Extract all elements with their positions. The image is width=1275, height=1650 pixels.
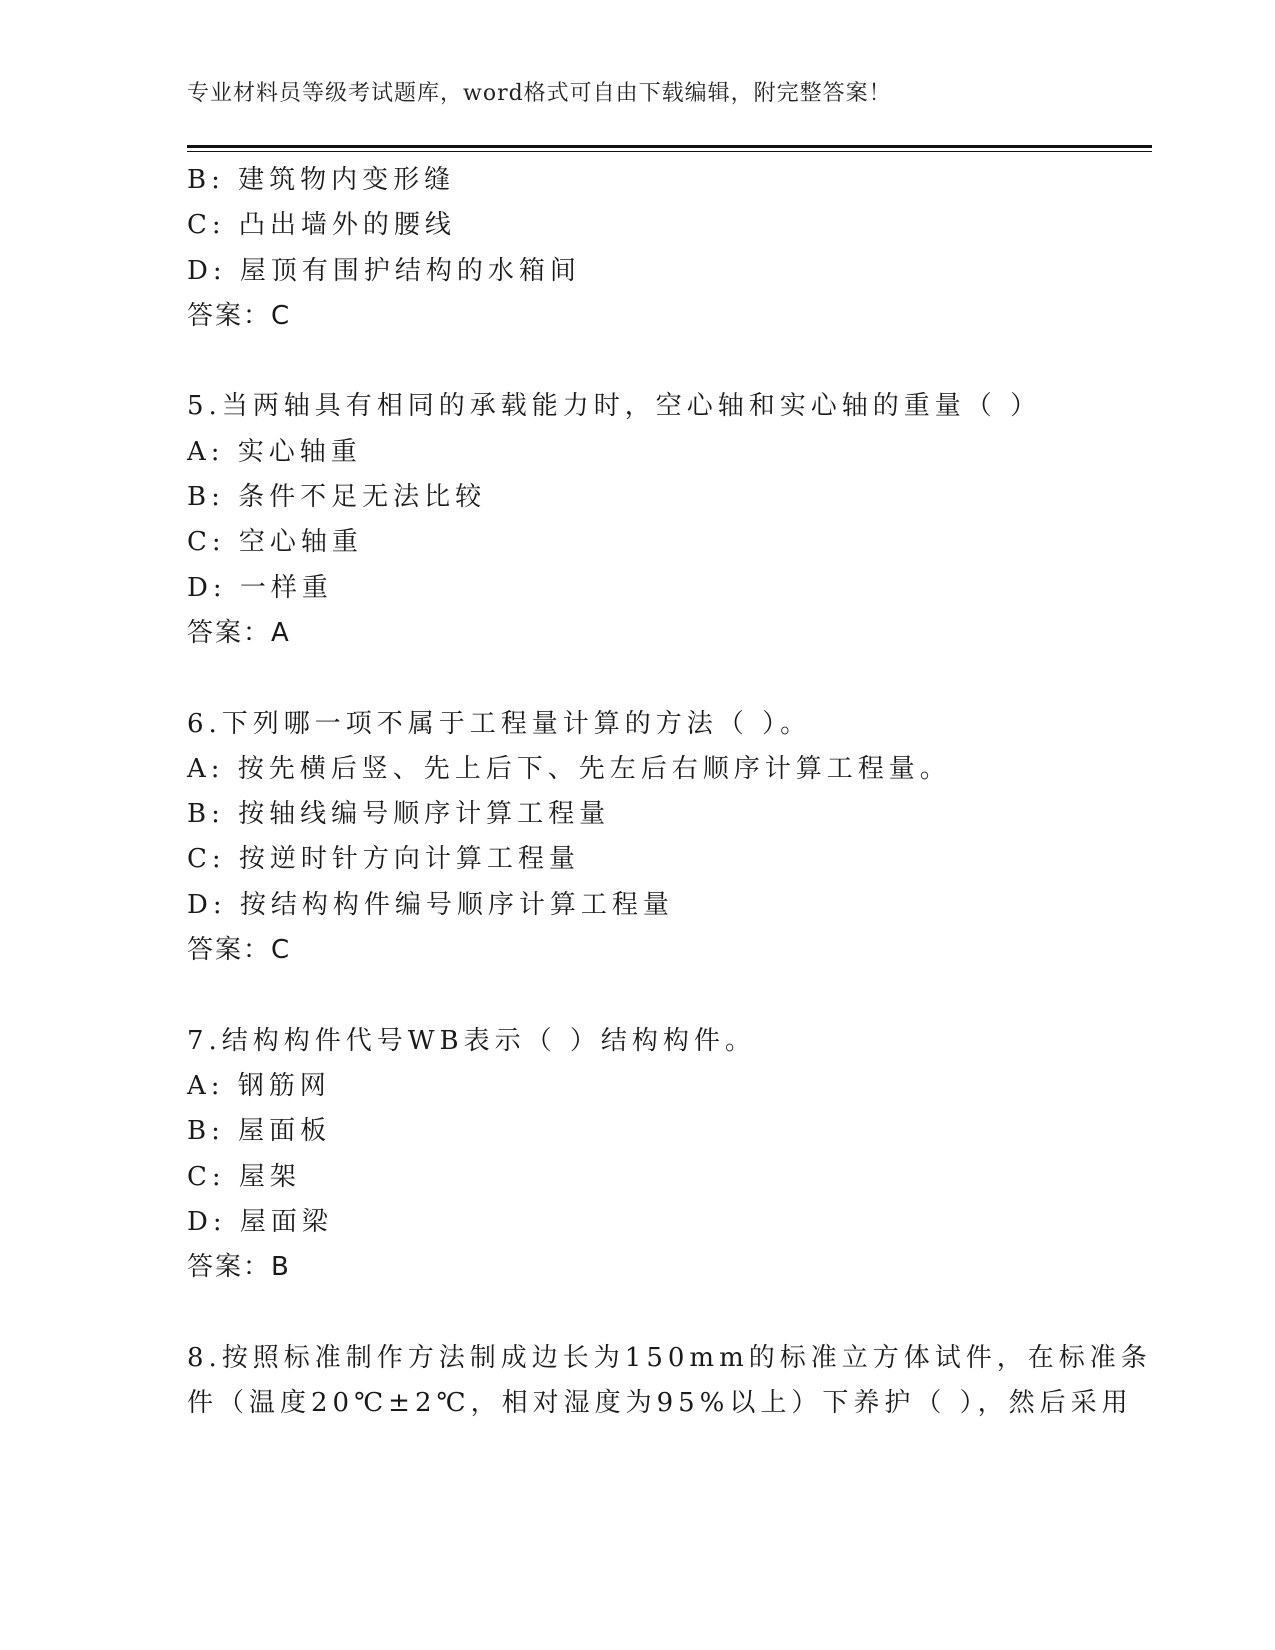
answer: 答案：A xyxy=(187,617,291,648)
question-7 xyxy=(187,1019,1087,1291)
option-d: D: 屋面梁 xyxy=(187,1206,333,1237)
question-stem: 5.当两轴具有相同的承载能力时，空心轴和实心轴的重量（ ） xyxy=(187,391,1042,422)
option-c: C: 凸出墙外的腰线 xyxy=(187,210,456,241)
option-b: B: 屋面板 xyxy=(187,1116,332,1147)
option-a: A: 按先横后竖、先上后下、先左后右顺序计算工程量。 xyxy=(187,753,951,784)
option-c: C: 按逆时针方向计算工程量 xyxy=(187,844,580,875)
question-stem-line-1: 8.按照标准制作方法制成边长为150mm的标准立方体试件，在标准条 xyxy=(187,1342,1152,1373)
option-d: D: 屋顶有围护结构的水箱间 xyxy=(187,255,581,286)
question-5 xyxy=(187,384,1087,656)
question-6 xyxy=(187,702,1087,974)
option-b: B: 建筑物内变形缝 xyxy=(187,165,456,195)
spacer xyxy=(187,973,1087,1018)
option-c: C: 屋架 xyxy=(187,1161,301,1192)
question-list xyxy=(187,158,1152,1426)
option-a: A: 实心轴重 xyxy=(187,436,362,467)
spacer xyxy=(187,1290,1087,1335)
page-header: 专业材料员等级考试题库，word格式可自由下载编辑，附完整答案！ xyxy=(187,81,892,106)
spacer xyxy=(187,339,1087,384)
question-stem: 6.下列哪一项不属于工程量计算的方法（ ）。 xyxy=(187,708,812,739)
option-d: D: 按结构构件编号顺序计算工程量 xyxy=(187,889,674,920)
answer: 答案：B xyxy=(187,1252,291,1283)
header-rule-thin xyxy=(187,151,1152,152)
question-4 xyxy=(187,158,1087,339)
answer: 答案：C xyxy=(187,300,292,331)
option-c: C: 空心轴重 xyxy=(187,527,363,558)
answer: 答案：C xyxy=(187,935,292,966)
option-a: A: 钢筋网 xyxy=(187,1070,331,1101)
question-8 xyxy=(187,1336,1152,1427)
spacer xyxy=(187,656,1087,701)
question-stem-line-2: 件（温度20℃±2℃，相对湿度为95%以上）下养护（ ），然后采用 xyxy=(187,1388,1133,1419)
header-rule-thick xyxy=(187,145,1152,148)
option-b: B: 按轴线编号顺序计算工程量 xyxy=(187,799,611,830)
option-d: D: 一样重 xyxy=(187,572,333,603)
question-stem: 7.结构构件代号WB表示（ ）结构构件。 xyxy=(187,1025,756,1056)
option-b: B: 条件不足无法比较 xyxy=(187,482,487,513)
